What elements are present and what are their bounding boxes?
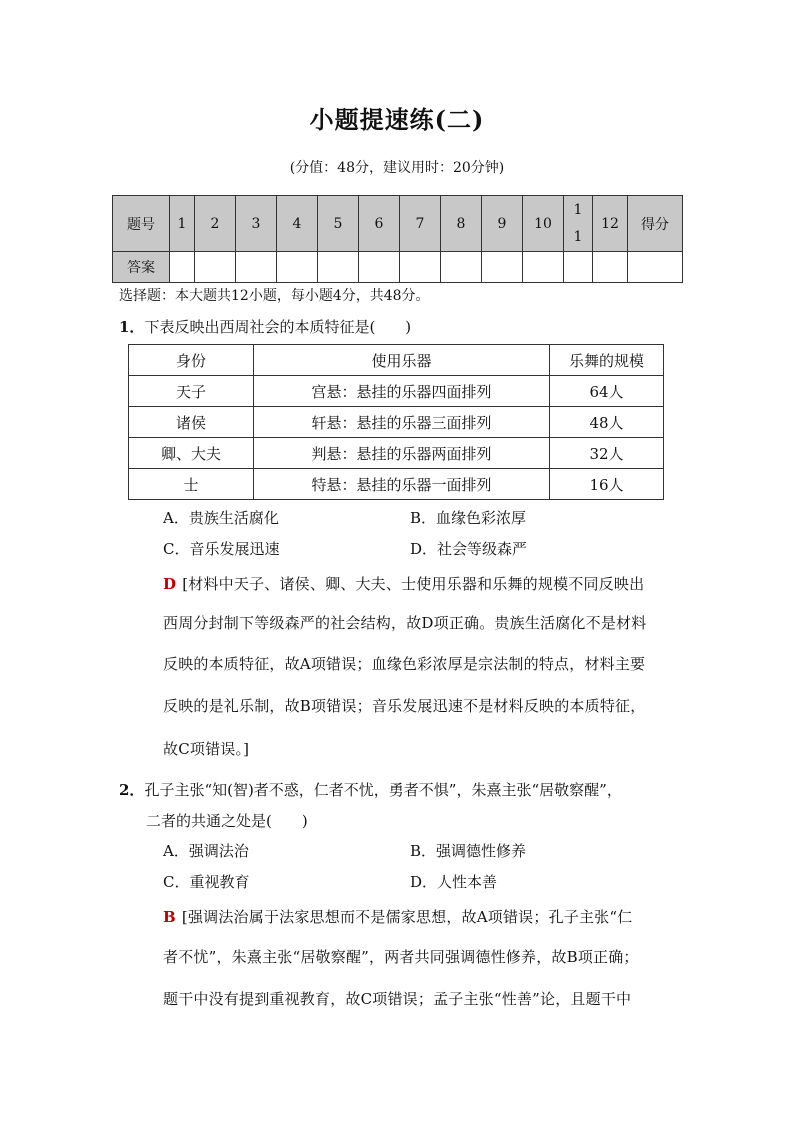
answer-cell[interactable] bbox=[359, 252, 400, 283]
question-text: 孔子主张“知(智)者不惑，仁者不忧，勇者不惧”，朱熹主张“居敬察醒”， bbox=[144, 781, 622, 799]
question-number-cell: 9 bbox=[482, 196, 523, 252]
score-table bbox=[112, 195, 683, 283]
answer-cell[interactable] bbox=[277, 252, 318, 283]
answer-cell[interactable] bbox=[195, 252, 236, 283]
answer-letter: D bbox=[163, 575, 177, 593]
question-number-cell: 4 bbox=[277, 196, 318, 252]
question-1-stem bbox=[119, 316, 411, 337]
explanation-line: 反映的是礼乐制，故B项错误；音乐发展迅速不是材料反映的本质特征， bbox=[163, 697, 646, 715]
question-number: 2． bbox=[119, 781, 145, 799]
answer-cell[interactable] bbox=[318, 252, 359, 283]
question-number-cell: 6 bbox=[359, 196, 400, 252]
answer-cell[interactable] bbox=[170, 252, 195, 283]
explanation-line: 西周分封制下等级森严的社会结构，故D项正确。贵族生活腐化不是材料 bbox=[163, 614, 647, 632]
question-number-cell: 10 bbox=[523, 196, 564, 252]
explanation-line: 者不忧”，朱熹主张“居敬察醒”，两者共同强调德性修养，故B项正确； bbox=[163, 948, 639, 966]
answer-cell[interactable] bbox=[400, 252, 441, 283]
option-b[interactable]: B．血缘色彩浓厚 bbox=[410, 509, 527, 527]
table-cell: 64人 bbox=[550, 376, 664, 407]
explanation-text: [强调法治属于法家思想而不是儒家思想，故A项错误；孔子主张“仁 bbox=[181, 908, 633, 926]
question-2-stem bbox=[119, 779, 622, 800]
explanation-line: 故C项错误。] bbox=[163, 740, 250, 758]
question-number-cell: 3 bbox=[236, 196, 277, 252]
table-cell: 宫悬：悬挂的乐器四面排列 bbox=[254, 376, 550, 407]
answer-header: 答案 bbox=[113, 252, 170, 283]
question-number-header: 题号 bbox=[113, 196, 170, 252]
answer-cell[interactable] bbox=[523, 252, 564, 283]
option-d[interactable]: D．人性本善 bbox=[410, 873, 498, 891]
option-b[interactable]: B．强调德性修养 bbox=[410, 842, 527, 860]
answer-cell[interactable] bbox=[236, 252, 277, 283]
question-text: 下表反映出西周社会的本质特征是( ) bbox=[144, 318, 412, 336]
explanation-line: 题干中没有提到重视教育，故C项错误；孟子主张“性善”论，且题干中 bbox=[163, 990, 632, 1008]
table-cell: 卿、大夫 bbox=[129, 438, 254, 469]
table-cell: 16人 bbox=[550, 469, 664, 500]
answer-cell[interactable] bbox=[482, 252, 523, 283]
table-cell: 士 bbox=[129, 469, 254, 500]
table-row bbox=[129, 438, 664, 469]
question-number-cell: 12 bbox=[593, 196, 628, 252]
option-c[interactable]: C．重视教育 bbox=[163, 873, 250, 891]
answer-cell[interactable] bbox=[564, 252, 593, 283]
score-cell[interactable] bbox=[628, 252, 683, 283]
question-number: 1． bbox=[119, 318, 145, 336]
option-d[interactable]: D．社会等级森严 bbox=[410, 540, 528, 558]
page-subtitle: (分值：48分，建议用时：20分钟) bbox=[289, 160, 505, 176]
question-number-cell: 7 bbox=[400, 196, 441, 252]
question-text: 二者的共通之处是( ) bbox=[146, 812, 308, 830]
section-intro: 选择题：本大题共12小题，每小题4分，共48分。 bbox=[119, 288, 430, 304]
table-row bbox=[129, 407, 664, 438]
option-a[interactable]: A．强调法治 bbox=[163, 842, 249, 860]
number-part: 1 bbox=[573, 228, 583, 245]
table-cell: 特悬：悬挂的乐器一面排列 bbox=[254, 469, 550, 500]
question-number-cell: 8 bbox=[441, 196, 482, 252]
page-title: 小题提速练(二) bbox=[309, 105, 485, 134]
table-header-cell: 使用乐器 bbox=[254, 345, 550, 376]
explanation-line bbox=[163, 573, 644, 594]
table-cell: 天子 bbox=[129, 376, 254, 407]
table-cell: 32人 bbox=[550, 438, 664, 469]
answer-cell[interactable] bbox=[441, 252, 482, 283]
score-header: 得分 bbox=[628, 196, 683, 252]
answer-letter: B bbox=[163, 908, 176, 926]
question-number-cell bbox=[564, 196, 593, 252]
table-cell: 诸侯 bbox=[129, 407, 254, 438]
table-cell: 判悬：悬挂的乐器两面排列 bbox=[254, 438, 550, 469]
explanation-line: 反映的本质特征，故A项错误；血缘色彩浓厚是宗法制的特点，材料主要 bbox=[163, 655, 646, 673]
question-number-cell: 2 bbox=[195, 196, 236, 252]
table-header-cell: 身份 bbox=[129, 345, 254, 376]
explanation-text: [材料中天子、诸侯、卿、大夫、士使用乐器和乐舞的规模不同反映出 bbox=[182, 575, 645, 593]
table-cell: 轩悬：悬挂的乐器三面排列 bbox=[254, 407, 550, 438]
question-number-cell: 1 bbox=[170, 196, 195, 252]
table-cell: 48人 bbox=[550, 407, 664, 438]
question-number-cell: 5 bbox=[318, 196, 359, 252]
answer-cell[interactable] bbox=[593, 252, 628, 283]
explanation-line bbox=[163, 906, 632, 927]
table-row bbox=[129, 376, 664, 407]
table-row bbox=[129, 469, 664, 500]
option-c[interactable]: C．音乐发展迅速 bbox=[163, 540, 280, 558]
number-part: 1 bbox=[573, 201, 583, 218]
table-header-cell: 乐舞的规模 bbox=[550, 345, 664, 376]
option-a[interactable]: A．贵族生活腐化 bbox=[163, 509, 279, 527]
ritual-music-table bbox=[128, 344, 664, 500]
